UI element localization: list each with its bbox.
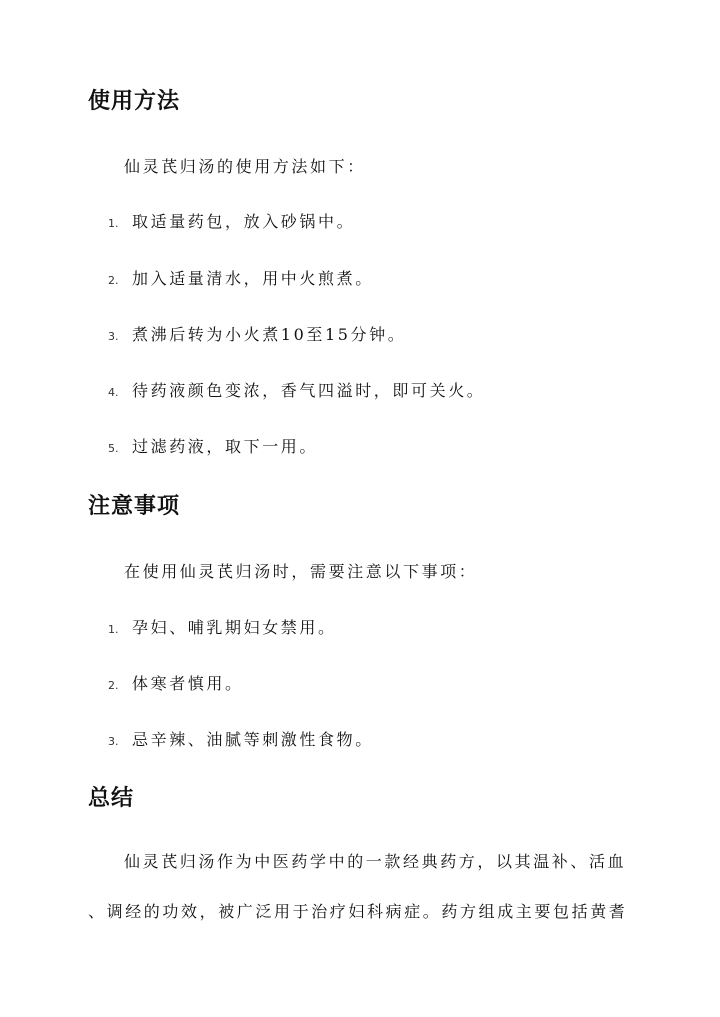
list-text: 体寒者慎用。 (132, 674, 244, 693)
summary-line-2: 、调经的功效，被广泛用于治疗妇科病症。药方组成主要包括黄耆 (88, 902, 628, 921)
list-text: 忌辛辣、油腻等刺激性食物。 (132, 730, 374, 749)
list-text: 待药液颜色变浓，香气四溢时，即可关火。 (132, 381, 486, 400)
section-heading-usage: 使用方法 (88, 88, 181, 114)
list-text: 煮沸后转为小火煮10至15分钟。 (132, 325, 407, 344)
list-number: 2. (108, 679, 119, 692)
list-text: 加入适量清水，用中火煎煮。 (132, 269, 374, 288)
list-item (108, 673, 244, 695)
list-number: 1. (108, 217, 119, 230)
list-text: 过滤药液，取下一用。 (132, 437, 319, 456)
list-number: 2. (108, 274, 119, 287)
usage-intro: 仙灵芪归汤的使用方法如下： (124, 157, 366, 176)
list-number: 3. (108, 330, 119, 343)
list-item (108, 211, 355, 233)
list-item (108, 436, 318, 458)
list-number: 1. (108, 623, 119, 636)
list-number: 3. (108, 735, 119, 748)
list-number: 4. (108, 386, 119, 399)
section-heading-precautions: 注意事项 (88, 493, 181, 519)
list-number: 5. (108, 442, 119, 455)
list-item (108, 380, 485, 402)
summary-line-1: 仙灵芪归汤作为中医药学中的一款经典药方，以其温补、活血 (124, 852, 627, 871)
precautions-intro: 在使用仙灵芪归汤时，需要注意以下事项： (124, 562, 478, 581)
list-text: 取适量药包，放入砂锅中。 (132, 212, 356, 231)
list-item (108, 617, 337, 639)
list-item (108, 268, 374, 290)
list-item (108, 324, 406, 346)
section-heading-summary: 总结 (88, 785, 135, 811)
list-item (108, 729, 374, 751)
list-text: 孕妇、哺乳期妇女禁用。 (132, 618, 337, 637)
